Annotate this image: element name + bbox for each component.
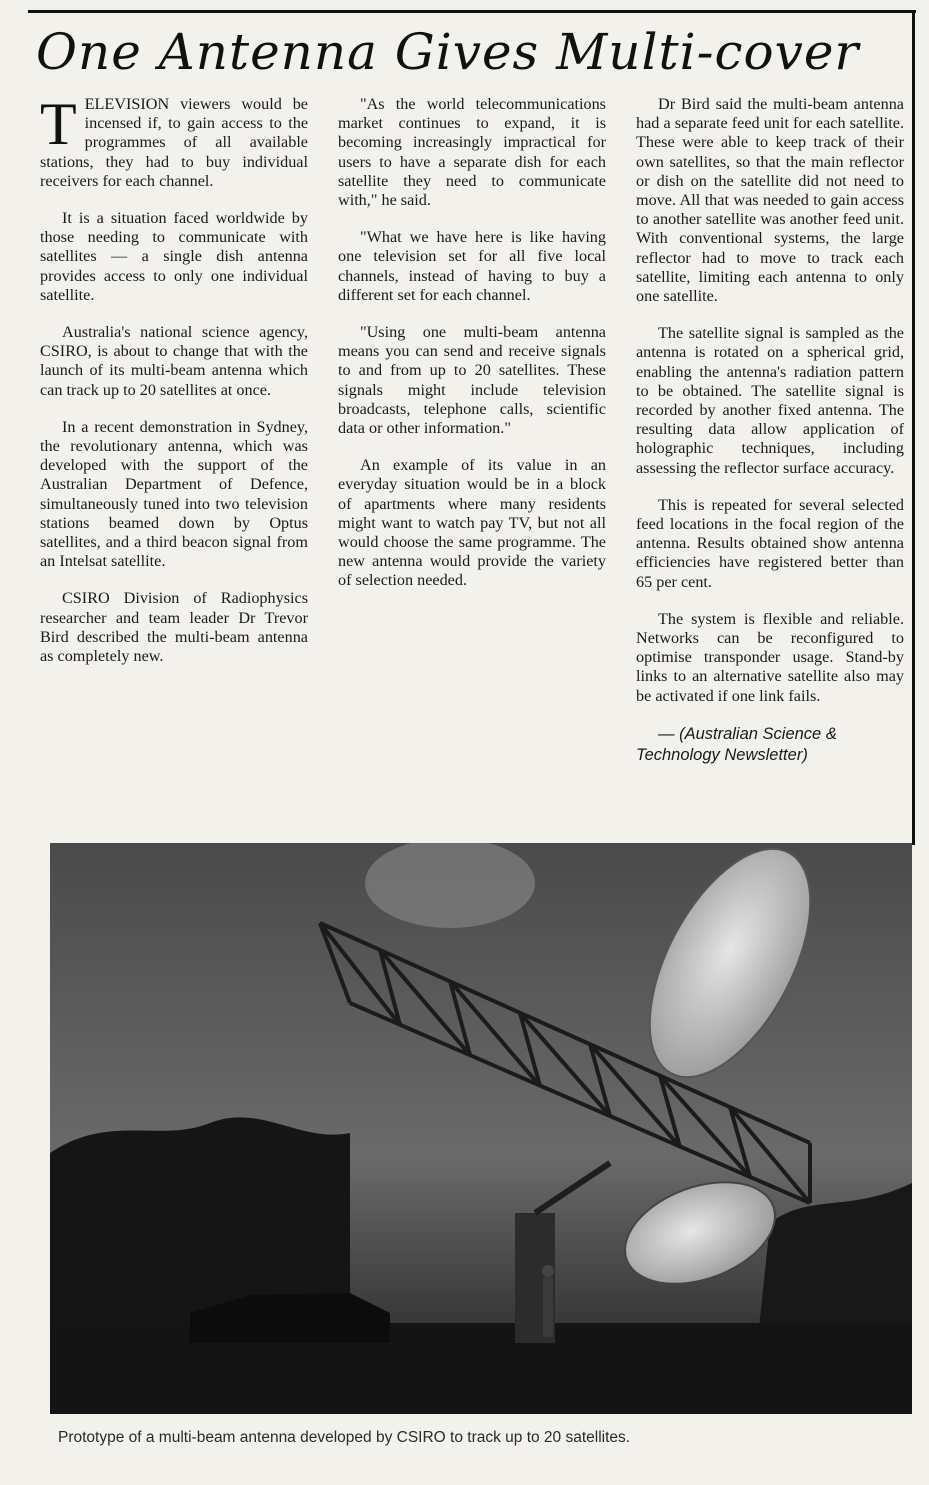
paragraph-3: Australia's national science agency, CSIRO, is about to change that with the launch of its multi-beam antenna which can track up to 20 satellites at once. bbox=[40, 323, 308, 399]
paragraph-4: In a recent demonstration in Sydney, the revolutionary antenna, which was developed with the support of the Australian Department of Defence, simultaneously tuned into two television stations beamed down by Optus satellites, and a third beacon signal from an Intelsat satellite. bbox=[40, 417, 308, 571]
antenna-photo bbox=[50, 843, 912, 1414]
ground bbox=[50, 1323, 912, 1414]
paragraph-11: The satellite signal is sampled as the antenna is rotated on a spherical grid, enabling the antenna's radiation pattern to be obtained. The satellite signal is recorded by another fixed antenna. The resulting data allow application of holographic techniques, including assessing the reflector surface accuracy. bbox=[636, 324, 904, 477]
paragraph-7: "What we have here is like having one television set for all five local channels, instead of having to buy a different set for each channel. bbox=[338, 228, 606, 304]
paragraph-1-text: ELEVISION viewers would be incensed if, to gain access to the programmes of all available stations, they had to buy individual receivers for each channel. bbox=[40, 95, 308, 190]
headline: One Antenna Gives Multi-cover bbox=[36, 23, 860, 81]
right-rule bbox=[912, 10, 915, 845]
paragraph-8: "Using one multi-beam antenna means you can send and receive signals to and from up to 20 satellites. These signals might include television broadcasts, telephone calls, scientific data or other information." bbox=[338, 323, 606, 438]
photo-caption: Prototype of a multi-beam antenna developed by CSIRO to track up to 20 satellites. bbox=[58, 1429, 631, 1446]
top-rule bbox=[28, 10, 916, 13]
paragraph-9: An example of its value in an everyday situation would be in a block of apartments where many residents might want to watch pay TV, but not all would choose the same programme. The new antenna would provide the variety of selection needed. bbox=[338, 456, 606, 590]
paragraph-12: This is repeated for several selected feed locations in the focal region of the antenna. Results obtained show antenna efficiencies have registered better than 65 per cent. bbox=[636, 495, 904, 591]
drop-cap: T bbox=[40, 91, 77, 157]
article-column-2 bbox=[338, 95, 606, 609]
paragraph-10: Dr Bird said the multi-beam antenna had a separate feed unit for each satellite. These were able to keep track of their own satellites, so that the main reflector or dish on the satellite did not need to move. All that was needed to gain access to another satellite was another feed unit. With conventional systems, the large reflector had to move to track each satellite, limiting each antenna to only one satellite. bbox=[636, 95, 904, 306]
paragraph-13: The system is flexible and reliable. Networks can be reconfigured to optimise transponder usage. Stand-by links to an alternative satellite also may be activated if one link fails. bbox=[636, 609, 904, 705]
article-column-3 bbox=[636, 95, 904, 784]
paragraph-1 bbox=[40, 91, 308, 191]
paragraph-2: It is a situation faced worldwide by those needing to communicate with satellites — a single dish antenna provides access to only one individual satellite. bbox=[40, 209, 308, 304]
article-column-1 bbox=[40, 91, 308, 684]
person-head bbox=[542, 1265, 554, 1277]
antenna-illustration bbox=[50, 843, 912, 1414]
source-credit: — (Australian Science & Technology Newsletter) bbox=[636, 724, 837, 764]
paragraph-6: "As the world telecommunications market continues to expand, it is becoming increasingly impractical for users to have a separate dish for each satellite they need to communicate with," he said. bbox=[338, 95, 606, 210]
person-body bbox=[543, 1277, 553, 1337]
paragraph-5: CSIRO Division of Radiophysics researcher and team leader Dr Trevor Bird described the multi-beam antenna as completely new. bbox=[40, 589, 308, 666]
